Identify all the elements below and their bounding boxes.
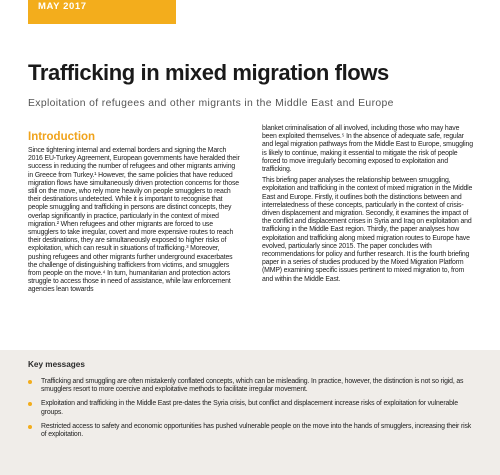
key-messages-list [28, 378, 476, 445]
introduction-right-column [262, 125, 474, 287]
key-message-text: Restricted access to safety and economic opportunities has pushed vulnerable people on the move into the hands of smugglers, increasing their risk of exploitation. [41, 422, 472, 439]
body-paragraph: This briefing paper analyses the relationship between smuggling, exploitation and trafficking in the context of mixed migration in the Middle East and Europe. Firstly, it outlines both the distinctions between and interrelatedness of these concepts, particularly in the context of crisis-driven displacement and migration. Secondly, it examines the impact of the conflict and displacement crises in Syria and Iraq on exploitation and trafficking in the Middle East region. Thirdly, the paper analyses how exploitation and trafficking along mixed migration routes to Europe have evolved, particularly since 2015. The paper concludes with recommendations for policy and further research. It is the fourth briefing paper in a series of studies produced by the Mixed Migration Platform (MMP) examining specific issues pertinent to mixed migration to, from and within the Middle East. [262, 177, 473, 283]
key-message-text: Trafficking and smuggling are often mistakenly conflated concepts, which can be misleading. In practice, however, the distinction is not so rigid, as smugglers resort to more coercive and exploitative methods to facilitate irregular movement. [41, 378, 464, 394]
introduction-heading: Introduction [28, 131, 96, 143]
bullet-dot-icon [28, 380, 32, 384]
page-subtitle: Exploitation of refugees and other migrants in the Middle East and Europe [28, 98, 394, 109]
date-tab: MAY 2017 [28, 0, 176, 24]
bullet-dot-icon [28, 402, 32, 406]
page-title: Trafficking in mixed migration flows [28, 60, 389, 85]
key-messages-heading: Key messages [28, 360, 85, 369]
key-messages-box [0, 350, 500, 475]
body-paragraph: Since tightening internal and external borders and signing the March 2016 EU-Turkey Agreement, European governments have heralded their success in reducing the number of refugees and other migrants arriving in Greece from Turkey.¹ However, the same policies that have reduced migration flows have simultaneously driven protection concerns for those still on the move, who rely more heavily on people smugglers to reach their destinations undetected. While it is important to recognise that people smuggling and trafficking in persons are distinct concepts, they overlap significantly in practice, particularly in the context of mixed migration.² When refugees and other migrants are forced to use smugglers to take irregular, covert and more expensive routes to reach their destinations, they are simultaneously exposed to higher risks of exploitation, which can result in situations of trafficking.³ Moreover, pushing refugees and other migrants further underground exacerbates the challenge of distinguishing traffickers from victims, and smugglers from people on the move.⁴ In turn, humanitarian and protection actors struggle to access those in need of assistance, while law enforcement agencies lean towards [28, 147, 240, 294]
key-message-item [28, 423, 476, 439]
bullet-dot-icon [28, 425, 32, 429]
key-message-item [28, 378, 476, 394]
key-message-item [28, 400, 476, 416]
introduction-left-column [28, 147, 241, 298]
body-paragraph: blanket criminalisation of all involved, including those who may have been exploited themselves.⁵ In the absence of adequate safe, regular and legal migration pathways from the Middle East to Europe, smuggling is likely to continue, making it essential to mitigate the risk of people forced to move irregularly becoming exposed to exploitation and trafficking. [262, 125, 473, 174]
key-message-text: Exploitation and trafficking in the Middle East pre-dates the Syria crisis, but conflict and displacement increase risks of exploitation for vulnerable groups. [41, 400, 458, 416]
